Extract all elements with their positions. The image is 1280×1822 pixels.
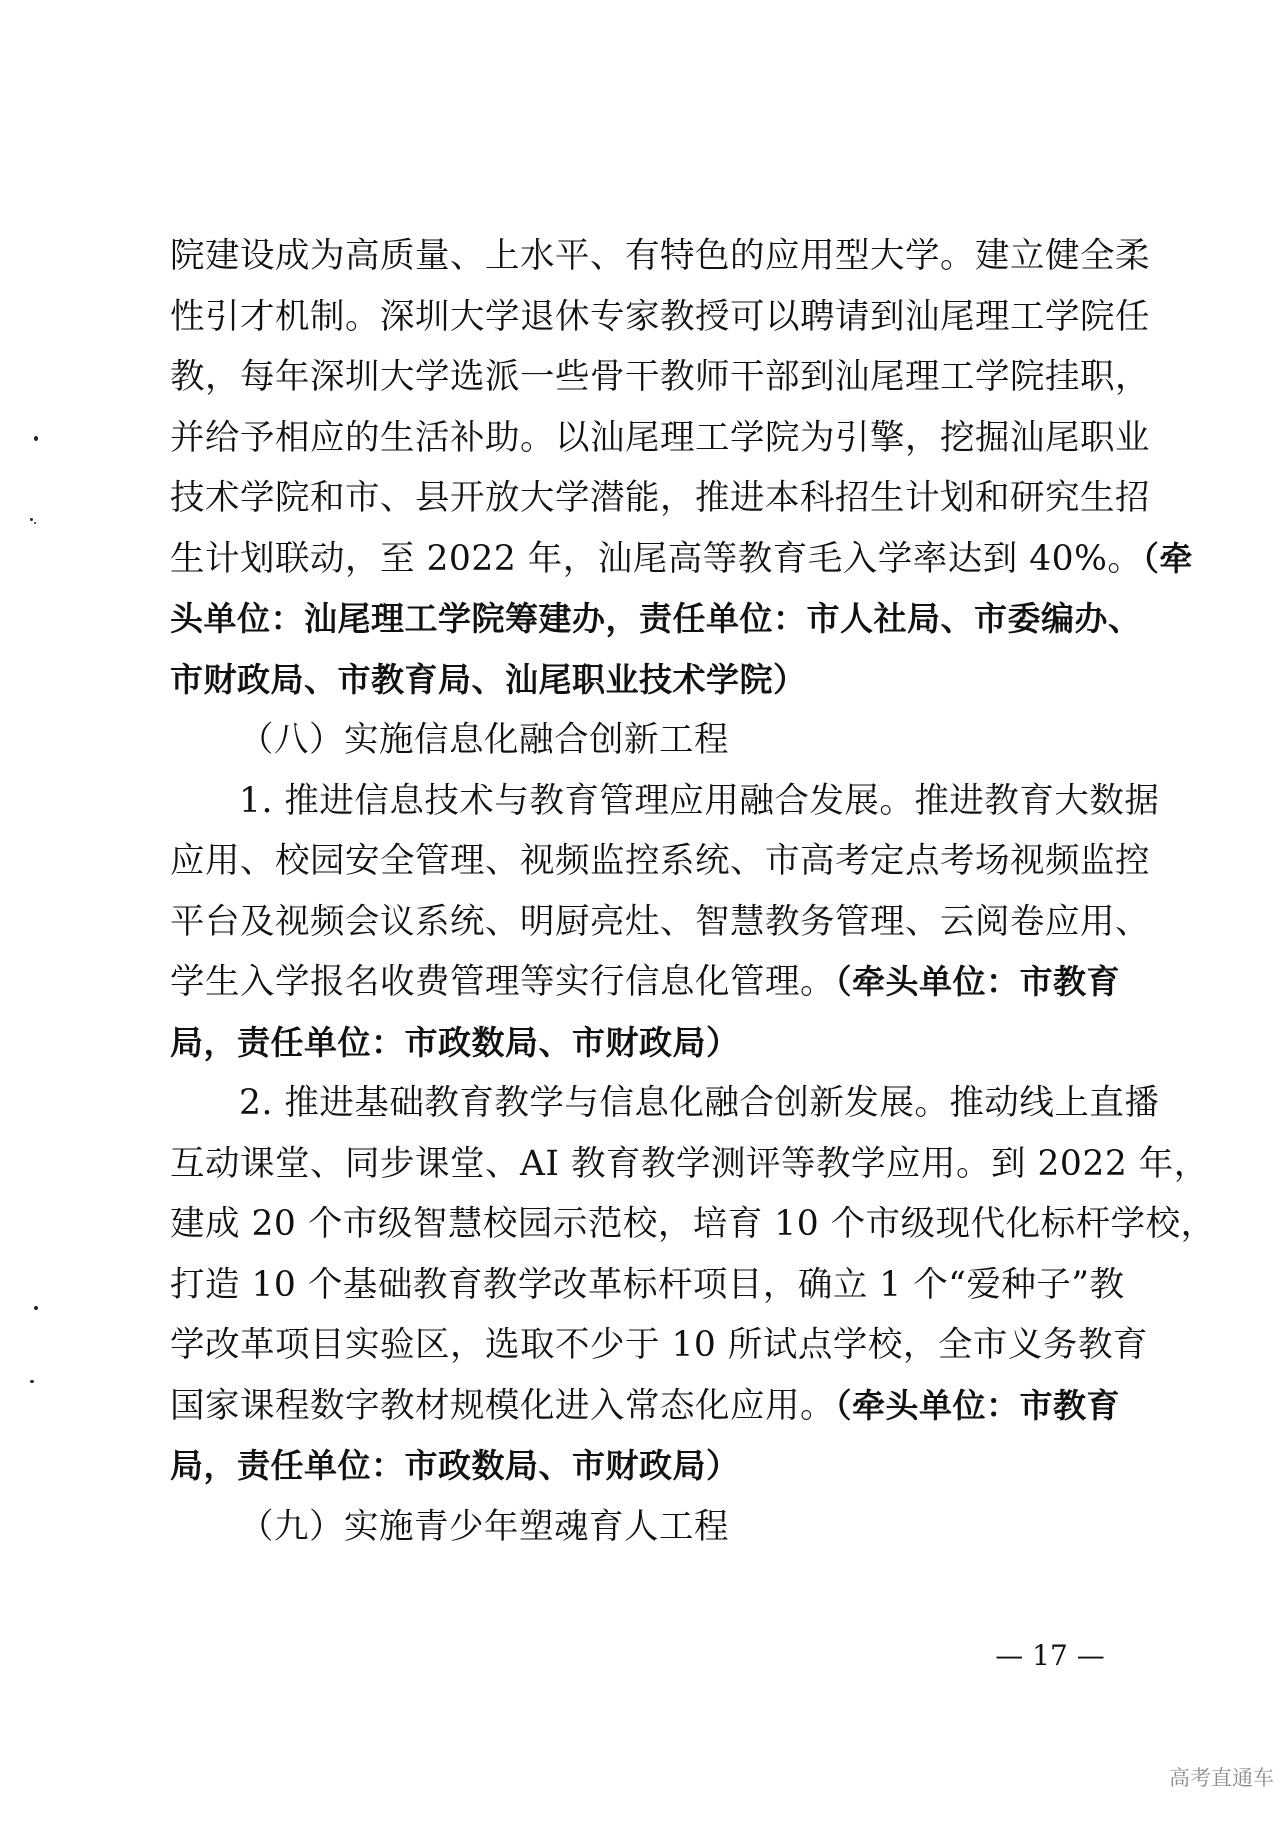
item-1-responsibility-start: （牵头单位：市教育: [835, 962, 1120, 1001]
section-heading-8: （八）实施信息化融合创新工程: [239, 720, 729, 760]
body-line-4: 并给予相应的生活补助。以汕尾理工学院为引擎，挖掘汕尾职业: [170, 417, 1150, 458]
section-heading-9: （九）实施青少年塑魂育人工程: [239, 1506, 729, 1547]
responsibility-note-start: （牵: [1142, 538, 1193, 578]
item-2-responsibility-end: 局，责任单位：市政数局、市财政局）: [170, 1446, 740, 1485]
item-1-line-4-text: 学生入学报名收费管理等实行信息化管理。: [170, 962, 835, 1002]
document-body: [170, 226, 1216, 1557]
body-line-6-text: 生计划联动，至 2022 年，汕尾高等教育毛入学率达到 40%。: [170, 538, 1143, 579]
responsibility-note-line-1: 头单位：汕尾理工学院筹建办，责任单位：市人社局、市委编办、: [170, 599, 1142, 638]
item-2-line-2: 互动课堂、同步课堂、AI 教育教学测评等教学应用。到 2022 年，: [170, 1143, 1209, 1184]
scan-speck: [30, 1380, 34, 1383]
item-2-line-4: 打造 10 个基础教育教学改革标杆项目，确立 1 个“爱种子”教: [170, 1264, 1125, 1305]
scan-speck: [34, 1306, 38, 1310]
item-1-title-line: 1. 推进信息技术与教育管理应用融合发展。推进教育大数据: [239, 780, 1160, 821]
page-number: — 17 —: [995, 1639, 1105, 1672]
scan-speck: [30, 518, 33, 521]
body-line-5: 技术学院和市、县开放大学潜能，推进本科招生计划和研究生招: [170, 478, 1150, 518]
item-2-line-6-text: 国家课程数字教材规模化进入常态化应用。: [170, 1385, 835, 1426]
watermark-text: 高考直通车: [1169, 1766, 1274, 1790]
scan-speck: [34, 436, 38, 441]
item-1-line-3: 平台及视频会议系统、明厨亮灶、智慧教务管理、云阅卷应用、: [170, 901, 1150, 942]
scan-speck: [34, 522, 36, 524]
item-2-line-6: [170, 1376, 1130, 1437]
body-line-2: 性引才机制。深圳大学退休专家教授可以聘请到汕尾理工学院任: [170, 296, 1150, 337]
item-2-responsibility-start: （牵头单位：市教育: [835, 1385, 1120, 1425]
item-2-line-5: 学改革项目实验区，选取不少于 10 所试点学校，全市义务教育: [170, 1325, 1148, 1365]
item-1-line-2: 应用、校园安全管理、视频监控系统、市高考定点考场视频监控: [170, 841, 1150, 881]
responsibility-note-line-2: 市财政局、市教育局、汕尾职业技术学院）: [170, 659, 807, 699]
item-2-line-3: 建成 20 个市级智慧校园示范校，培育 10 个市级现代化标杆学校，: [170, 1204, 1216, 1244]
body-line-6: [170, 529, 1193, 590]
body-line-1: 院建设成为高质量、上水平、有特色的应用型大学。建立健全柔: [170, 236, 1150, 276]
item-1-line-4: [170, 952, 1130, 1013]
item-2-title-line: 2. 推进基础教育教学与信息化融合创新发展。推动线上直播: [239, 1083, 1160, 1123]
body-line-3: 教，每年深圳大学选派一些骨干教师干部到汕尾理工学院挂职，: [170, 357, 1150, 397]
item-1-responsibility-end: 局，责任单位：市政数局、市财政局）: [170, 1022, 740, 1062]
